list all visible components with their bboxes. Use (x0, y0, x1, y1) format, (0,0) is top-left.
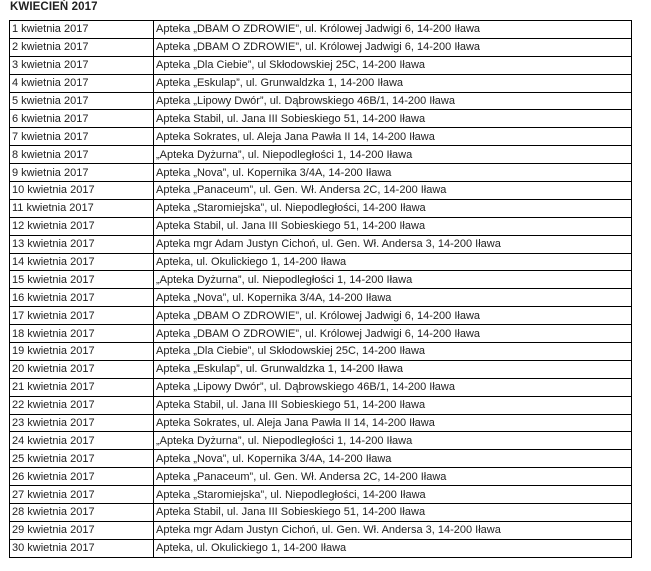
date-cell: 13 kwietnia 2017 (10, 235, 154, 253)
pharmacy-cell: Apteka „DBAM O ZDROWIE”, ul. Królowej Jadwigi 6, 14-200 Iława (154, 21, 632, 39)
table-row (10, 92, 632, 110)
date-cell: 29 kwietnia 2017 (10, 521, 154, 539)
table-row (10, 414, 632, 432)
table-row (10, 182, 632, 200)
pharmacy-cell: Apteka „Panaceum”, ul. Gen. Wł. Andersa 2C, 14-200 Iława (154, 182, 632, 200)
table-row (10, 432, 632, 450)
pharmacy-cell: Apteka „DBAM O ZDROWIE”, ul. Królowej Jadwigi 6, 14-200 Iława (154, 307, 632, 325)
pharmacy-cell: Apteka „Staromiejska”, ul. Niepodległości, 14-200 Iława (154, 486, 632, 504)
pharmacy-cell: Apteka, ul. Okulickiego 1, 14-200 Iława (154, 539, 632, 557)
table-row (10, 74, 632, 92)
pharmacy-cell: Apteka „Nova”, ul. Kopernika 3/4A, 14-200 Iława (154, 164, 632, 182)
date-cell: 20 kwietnia 2017 (10, 360, 154, 378)
table-row (10, 325, 632, 343)
date-cell: 23 kwietnia 2017 (10, 414, 154, 432)
table-row (10, 38, 632, 56)
pharmacy-cell: „Apteka Dyżurna”, ul. Niepodległości 1, 14-200 Iława (154, 146, 632, 164)
date-cell: 21 kwietnia 2017 (10, 378, 154, 396)
table-row (10, 110, 632, 128)
pharmacy-cell: Apteka „Eskulap”, ul. Grunwaldzka 1, 14-200 Iława (154, 360, 632, 378)
table-row (10, 450, 632, 468)
table-row (10, 271, 632, 289)
pharmacy-cell: Apteka „Nova”, ul. Kopernika 3/4A, 14-200 Iława (154, 450, 632, 468)
date-cell: 27 kwietnia 2017 (10, 486, 154, 504)
table-row (10, 360, 632, 378)
pharmacy-cell: Apteka Stabil, ul. Jana III Sobieskiego 51, 14-200 Iława (154, 110, 632, 128)
pharmacy-cell: Apteka „Lipowy Dwór”, ul. Dąbrowskiego 46B/1, 14-200 Iława (154, 92, 632, 110)
table-row (10, 468, 632, 486)
table-row (10, 378, 632, 396)
date-cell: 12 kwietnia 2017 (10, 217, 154, 235)
pharmacy-cell: Apteka „Dla Ciebie”, ul Skłodowskiej 25C, 14-200 Iława (154, 56, 632, 74)
pharmacy-cell: Apteka „Nova”, ul. Kopernika 3/4A, 14-200 Iława (154, 289, 632, 307)
pharmacy-cell: Apteka Stabil, ul. Jana III Sobieskiego 51, 14-200 Iława (154, 504, 632, 522)
date-cell: 15 kwietnia 2017 (10, 271, 154, 289)
date-cell: 3 kwietnia 2017 (10, 56, 154, 74)
table-row (10, 146, 632, 164)
date-cell: 18 kwietnia 2017 (10, 325, 154, 343)
pharmacy-cell: Apteka „Panaceum”, ul. Gen. Wł. Andersa 2C, 14-200 Iława (154, 468, 632, 486)
table-row (10, 539, 632, 557)
date-cell: 9 kwietnia 2017 (10, 164, 154, 182)
date-cell: 11 kwietnia 2017 (10, 199, 154, 217)
pharmacy-cell: Apteka „Dla Ciebie”, ul Skłodowskiej 25C, 14-200 Iława (154, 343, 632, 361)
date-cell: 28 kwietnia 2017 (10, 504, 154, 522)
pharmacy-duty-table (9, 20, 632, 558)
table-row (10, 504, 632, 522)
pharmacy-cell: Apteka Sokrates, ul. Aleja Jana Pawła II 14, 14-200 Iława (154, 128, 632, 146)
table-row (10, 307, 632, 325)
pharmacy-cell: „Apteka Dyżurna”, ul. Niepodległości 1, 14-200 Iława (154, 432, 632, 450)
pharmacy-cell: Apteka „DBAM O ZDROWIE”, ul. Królowej Jadwigi 6, 14-200 Iława (154, 325, 632, 343)
date-cell: 10 kwietnia 2017 (10, 182, 154, 200)
table-row (10, 164, 632, 182)
pharmacy-cell: Apteka, ul. Okulickiego 1, 14-200 Iława (154, 253, 632, 271)
date-cell: 25 kwietnia 2017 (10, 450, 154, 468)
table-row (10, 235, 632, 253)
table-body (10, 21, 632, 558)
pharmacy-cell: Apteka Stabil, ul. Jana III Sobieskiego 51, 14-200 Iława (154, 396, 632, 414)
table-row (10, 217, 632, 235)
date-cell: 6 kwietnia 2017 (10, 110, 154, 128)
month-heading: KWIECIEŃ 2017 (10, 1, 98, 13)
date-cell: 16 kwietnia 2017 (10, 289, 154, 307)
table-row (10, 199, 632, 217)
date-cell: 22 kwietnia 2017 (10, 396, 154, 414)
pharmacy-cell: Apteka „Staromiejska”, ul. Niepodległości, 14-200 Iława (154, 199, 632, 217)
pharmacy-cell: Apteka mgr Adam Justyn Cichoń, ul. Gen. Wł. Andersa 3, 14-200 Iława (154, 235, 632, 253)
table-row (10, 521, 632, 539)
date-cell: 1 kwietnia 2017 (10, 21, 154, 39)
date-cell: 14 kwietnia 2017 (10, 253, 154, 271)
table-row (10, 253, 632, 271)
pharmacy-cell: Apteka „Eskulap”, ul. Grunwaldzka 1, 14-200 Iława (154, 74, 632, 92)
table-row (10, 56, 632, 74)
date-cell: 5 kwietnia 2017 (10, 92, 154, 110)
date-cell: 7 kwietnia 2017 (10, 128, 154, 146)
pharmacy-cell: Apteka Stabil, ul. Jana III Sobieskiego 51, 14-200 Iława (154, 217, 632, 235)
table-row (10, 128, 632, 146)
table-row (10, 486, 632, 504)
table-row (10, 343, 632, 361)
date-cell: 30 kwietnia 2017 (10, 539, 154, 557)
date-cell: 8 kwietnia 2017 (10, 146, 154, 164)
table-row (10, 21, 632, 39)
pharmacy-cell: Apteka mgr Adam Justyn Cichoń, ul. Gen. Wł. Andersa 3, 14-200 Iława (154, 521, 632, 539)
date-cell: 24 kwietnia 2017 (10, 432, 154, 450)
pharmacy-cell: Apteka Sokrates, ul. Aleja Jana Pawła II 14, 14-200 Iława (154, 414, 632, 432)
date-cell: 4 kwietnia 2017 (10, 74, 154, 92)
date-cell: 19 kwietnia 2017 (10, 343, 154, 361)
date-cell: 17 kwietnia 2017 (10, 307, 154, 325)
pharmacy-cell: „Apteka Dyżurna”, ul. Niepodległości 1, 14-200 Iława (154, 271, 632, 289)
pharmacy-cell: Apteka „Lipowy Dwór”, ul. Dąbrowskiego 46B/1, 14-200 Iława (154, 378, 632, 396)
pharmacy-cell: Apteka „DBAM O ZDROWIE”, ul. Królowej Jadwigi 6, 14-200 Iława (154, 38, 632, 56)
date-cell: 2 kwietnia 2017 (10, 38, 154, 56)
table-row (10, 289, 632, 307)
date-cell: 26 kwietnia 2017 (10, 468, 154, 486)
table-row (10, 396, 632, 414)
